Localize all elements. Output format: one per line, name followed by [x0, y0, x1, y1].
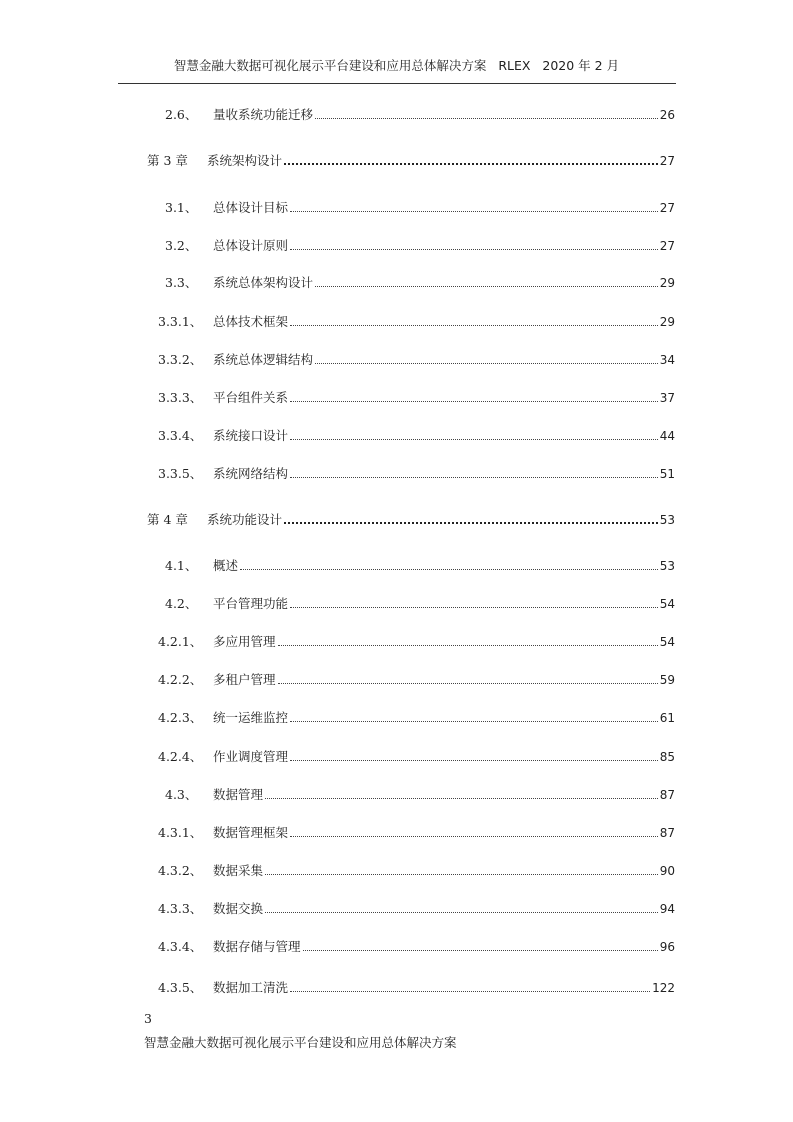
toc-entry-title: 数据管理: [213, 787, 264, 802]
toc-entry-page: 44: [659, 429, 675, 443]
toc-entry-3-3-1[interactable]: [158, 314, 675, 330]
toc-entry-page: 27: [659, 201, 675, 215]
toc-leader: [278, 645, 658, 646]
toc-entry-title: 数据采集: [213, 863, 264, 878]
toc-entry-title: 系统总体架构设计: [213, 275, 314, 290]
toc-leader: [290, 211, 658, 212]
toc-entry-4-3-4[interactable]: [158, 939, 675, 955]
toc-entry-page: 53: [659, 559, 675, 573]
toc-entry-4-2-4[interactable]: [158, 749, 675, 765]
toc-entry-number: 4.3、: [165, 787, 198, 802]
toc-leader: [290, 991, 650, 992]
toc-entry-number: 4.2.2、: [158, 672, 203, 687]
toc-entry-4-3[interactable]: [165, 787, 675, 803]
header-code: RLEX: [498, 58, 531, 73]
toc-leader: [265, 798, 658, 799]
toc-entry-number: 4.2.3、: [158, 710, 203, 725]
toc-entry-4-2-3[interactable]: [158, 710, 675, 726]
toc-entry-number: 3.3.3、: [158, 390, 203, 405]
toc-chapter-3[interactable]: [147, 153, 675, 169]
toc-entry-title: 系统接口设计: [213, 428, 289, 443]
toc-entry-number: 3.1、: [165, 200, 198, 215]
toc-leader: [278, 683, 658, 684]
toc-entry-2-6[interactable]: [165, 107, 675, 123]
toc-leader: [290, 607, 658, 608]
toc-entry-title: 系统架构设计: [207, 153, 283, 168]
toc-entry-title: 统一运维监控: [213, 710, 289, 725]
toc-entry-page: 61: [659, 711, 675, 725]
toc-entry-title: 多应用管理: [213, 634, 276, 649]
toc-leader: [265, 912, 658, 913]
toc-entry-page: 54: [659, 597, 675, 611]
toc-entry-number: 3.3.1、: [158, 314, 203, 329]
toc-leader: [290, 721, 658, 722]
footer-title: 智慧金融大数据可视化展示平台建设和应用总体解决方案: [144, 1035, 457, 1050]
toc-leader: [290, 401, 658, 402]
toc-entry-number: 4.2.1、: [158, 634, 203, 649]
toc-entry-page: 51: [659, 467, 675, 481]
toc-entry-number: 4.2、: [165, 596, 198, 611]
toc-entry-number: 2.6、: [165, 107, 198, 122]
toc-leader: [290, 439, 658, 440]
toc-chapter-4[interactable]: [147, 512, 675, 528]
toc-entry-title: 总体设计目标: [213, 200, 289, 215]
toc-entry-page: 27: [659, 154, 675, 168]
toc-entry-title: 总体设计原则: [213, 238, 289, 253]
toc-entry-title: 数据存储与管理: [213, 939, 301, 954]
toc-leader: [284, 522, 658, 524]
toc-entry-3-2[interactable]: [165, 238, 675, 254]
toc-leader: [315, 286, 658, 287]
toc-entry-number: 3.3.2、: [158, 352, 203, 367]
toc-entry-title: 系统功能设计: [207, 512, 283, 527]
toc-entry-number: 4.3.2、: [158, 863, 203, 878]
toc-entry-4-3-3[interactable]: [158, 901, 675, 917]
toc-entry-number: 4.3.1、: [158, 825, 203, 840]
toc-entry-3-3-4[interactable]: [158, 428, 675, 444]
toc-leader: [284, 163, 658, 165]
header-date: 2020 年 2 月: [542, 58, 620, 73]
toc-entry-4-1[interactable]: [165, 558, 675, 574]
toc-entry-title: 数据交换: [213, 901, 264, 916]
toc-leader: [315, 118, 658, 119]
toc-entry-page: 85: [659, 750, 675, 764]
toc-entry-4-2-2[interactable]: [158, 672, 675, 688]
toc-entry-3-1[interactable]: [165, 200, 675, 216]
toc-entry-number: 4.3.4、: [158, 939, 203, 954]
toc-leader: [290, 760, 658, 761]
toc-entry-page: 53: [659, 513, 675, 527]
toc-entry-page: 94: [659, 902, 675, 916]
toc-entry-number: 4.1、: [165, 558, 198, 573]
toc-entry-number: 3.2、: [165, 238, 198, 253]
toc-leader: [290, 836, 658, 837]
toc-leader: [265, 874, 658, 875]
toc-entry-4-3-1[interactable]: [158, 825, 675, 841]
toc-entry-page: 54: [659, 635, 675, 649]
toc-entry-page: 37: [659, 391, 675, 405]
toc-entry-number: 第 3 章: [147, 153, 188, 168]
toc-leader: [303, 950, 658, 951]
toc-entry-title: 系统网络结构: [213, 466, 289, 481]
toc-entry-page: 87: [659, 788, 675, 802]
toc-leader: [240, 569, 658, 570]
toc-entry-number: 4.3.5、: [158, 980, 203, 995]
toc-leader: [315, 363, 658, 364]
toc-entry-number: 4.3.3、: [158, 901, 203, 916]
toc-entry-4-2-1[interactable]: [158, 634, 675, 650]
toc-leader: [290, 477, 658, 478]
toc-entry-page: 96: [659, 940, 675, 954]
toc-entry-4-3-5[interactable]: [158, 980, 675, 996]
toc-entry-title: 平台管理功能: [213, 596, 289, 611]
toc-entry-3-3[interactable]: [165, 275, 675, 291]
toc-entry-page: 122: [652, 981, 675, 995]
footer-page-number: 3: [144, 1011, 152, 1026]
toc-entry-page: 26: [659, 108, 675, 122]
toc-entry-title: 总体技术框架: [213, 314, 289, 329]
toc-entry-3-3-5[interactable]: [158, 466, 675, 482]
toc-entry-page: 29: [659, 315, 675, 329]
toc-entry-page: 90: [659, 864, 675, 878]
toc-entry-page: 34: [659, 353, 675, 367]
toc-entry-4-2[interactable]: [165, 596, 675, 612]
toc-leader: [290, 249, 658, 250]
toc-entry-title: 作业调度管理: [213, 749, 289, 764]
toc-entry-page: 27: [659, 239, 675, 253]
toc-entry-number: 4.2.4、: [158, 749, 203, 764]
toc-entry-page: 59: [659, 673, 675, 687]
toc-entry-page: 87: [659, 826, 675, 840]
toc-entry-4-3-2[interactable]: [158, 863, 675, 879]
toc-entry-title: 多租户管理: [213, 672, 276, 687]
toc-entry-number: 3.3、: [165, 275, 198, 290]
toc-entry-3-3-2[interactable]: [158, 352, 675, 368]
toc-entry-title: 平台组件关系: [213, 390, 289, 405]
toc-entry-number: 第 4 章: [147, 512, 188, 527]
toc-leader: [290, 325, 658, 326]
toc-entry-number: 3.3.5、: [158, 466, 203, 481]
toc-entry-number: 3.3.4、: [158, 428, 203, 443]
toc-entry-title: 数据加工清洗: [213, 980, 289, 995]
toc-entry-title: 量收系统功能迁移: [213, 107, 314, 122]
toc-entry-title: 概述: [213, 558, 239, 573]
toc-entry-3-3-3[interactable]: [158, 390, 675, 406]
toc-entry-page: 29: [659, 276, 675, 290]
toc-entry-title: 数据管理框架: [213, 825, 289, 840]
header-title: 智慧金融大数据可视化展示平台建设和应用总体解决方案: [173, 58, 487, 73]
toc-entry-title: 系统总体逻辑结构: [213, 352, 314, 367]
